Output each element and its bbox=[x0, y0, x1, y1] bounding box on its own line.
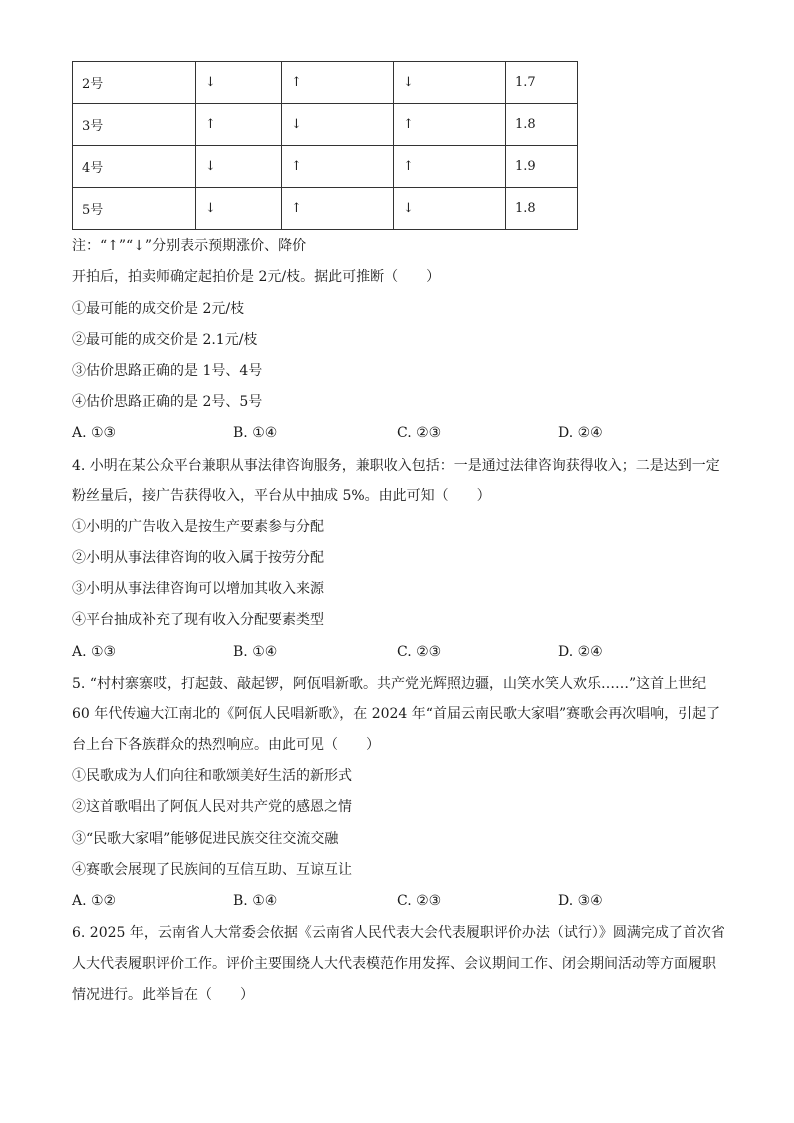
answer-options bbox=[72, 891, 712, 911]
table-cell: ↓ bbox=[196, 188, 282, 230]
question-stem: 人大代表履职评价工作。评价主要围绕人大代表模范作用发挥、会议期间工作、闭会期间活动等方面履职 bbox=[72, 956, 716, 972]
question-stem: 粉丝量后，接广告获得收入，平台从中抽成 5%。由此可知（ ） bbox=[72, 488, 491, 504]
table-cell: 5号 bbox=[73, 188, 196, 230]
table-row bbox=[73, 104, 578, 146]
option-b: B. ①④ bbox=[233, 425, 278, 441]
table-cell: 3号 bbox=[73, 104, 196, 146]
table-cell: 2号 bbox=[73, 62, 196, 104]
question-stem: 4. 小明在某公众平台兼职从事法律咨询服务，兼职收入包括：一是通过法律咨询获得收入；二是达到一定 bbox=[72, 458, 720, 474]
table-row bbox=[73, 188, 578, 230]
table-cell: ↑ bbox=[196, 104, 282, 146]
statement-item: ④估价思路正确的是 2号、5号 bbox=[72, 394, 263, 410]
table-cell: ↑ bbox=[394, 146, 506, 188]
option-d: D. ③④ bbox=[558, 893, 603, 909]
table-cell: ↓ bbox=[394, 188, 506, 230]
question-stem: 5. “村村寨寨哎，打起鼓、敲起锣，阿佤唱新歌。共产党光辉照边疆，山笑水笑人欢乐……”这首上世纪 bbox=[72, 676, 707, 692]
table-cell: 1.9 bbox=[506, 146, 578, 188]
table-cell: 1.8 bbox=[506, 104, 578, 146]
option-c: C. ②③ bbox=[397, 644, 442, 660]
table-row bbox=[73, 146, 578, 188]
answer-options bbox=[72, 642, 712, 662]
question-stem: 台上台下各族群众的热烈响应。由此可见（ ） bbox=[72, 737, 380, 753]
table-cell: 1.8 bbox=[506, 188, 578, 230]
table-cell: ↑ bbox=[282, 62, 394, 104]
table-note: 注：“↑”“↓”分别表示预期涨价、降价 bbox=[72, 238, 307, 254]
option-d: D. ②④ bbox=[558, 425, 603, 441]
option-d: D. ②④ bbox=[558, 644, 603, 660]
option-c: C. ②③ bbox=[397, 893, 442, 909]
statement-item: ②最可能的成交价是 2.1元/枝 bbox=[72, 332, 258, 348]
table-cell: ↓ bbox=[394, 62, 506, 104]
table-cell: ↓ bbox=[196, 62, 282, 104]
statement-item: ③估价思路正确的是 1号、4号 bbox=[72, 363, 263, 379]
option-b: B. ①④ bbox=[233, 893, 278, 909]
statement-item: ③“民歌大家唱”能够促进民族交往交流交融 bbox=[72, 831, 339, 847]
table-cell: ↓ bbox=[282, 104, 394, 146]
statement-item: ①小明的广告收入是按生产要素参与分配 bbox=[72, 519, 324, 535]
statement-item: ④平台抽成补充了现有收入分配要素类型 bbox=[72, 612, 324, 628]
statement-item: ③小明从事法律咨询可以增加其收入来源 bbox=[72, 581, 324, 597]
statement-item: ①民歌成为人们向往和歌颂美好生活的新形式 bbox=[72, 768, 352, 784]
statement-item: ②小明从事法律咨询的收入属于按劳分配 bbox=[72, 550, 324, 566]
table-cell: ↓ bbox=[196, 146, 282, 188]
question-stem: 情况进行。此举旨在（ ） bbox=[72, 987, 254, 1003]
table-cell: ↑ bbox=[282, 146, 394, 188]
option-a: A. ①③ bbox=[72, 644, 117, 660]
statement-item: ②这首歌唱出了阿佤人民对共产党的感恩之情 bbox=[72, 799, 352, 815]
table-cell: 4号 bbox=[73, 146, 196, 188]
question-stem: 开拍后，拍卖师确定起拍价是 2元/枝。据此可推断（ ） bbox=[72, 269, 441, 285]
statement-item: ①最可能的成交价是 2元/枝 bbox=[72, 301, 245, 317]
option-b: B. ①④ bbox=[233, 644, 278, 660]
option-a: A. ①③ bbox=[72, 425, 117, 441]
answer-options bbox=[72, 423, 712, 443]
table-cell: ↑ bbox=[394, 104, 506, 146]
option-a: A. ①② bbox=[72, 893, 117, 909]
table-row bbox=[73, 62, 578, 104]
table-cell: ↑ bbox=[282, 188, 394, 230]
question-stem: 60 年代传遍大江南北的《阿佤人民唱新歌》，在 2024 年“首届云南民歌大家唱”赛歌会再次唱响，引起了 bbox=[72, 706, 721, 722]
price-estimate-table bbox=[72, 61, 578, 230]
table-cell: 1.7 bbox=[506, 62, 578, 104]
question-stem: 6. 2025 年，云南省人大常委会依据《云南省人民代表大会代表履职评价办法（试行）》圆满完成了首次省 bbox=[72, 925, 725, 941]
statement-item: ④赛歌会展现了民族间的互信互助、互谅互让 bbox=[72, 862, 352, 878]
option-c: C. ②③ bbox=[397, 425, 442, 441]
